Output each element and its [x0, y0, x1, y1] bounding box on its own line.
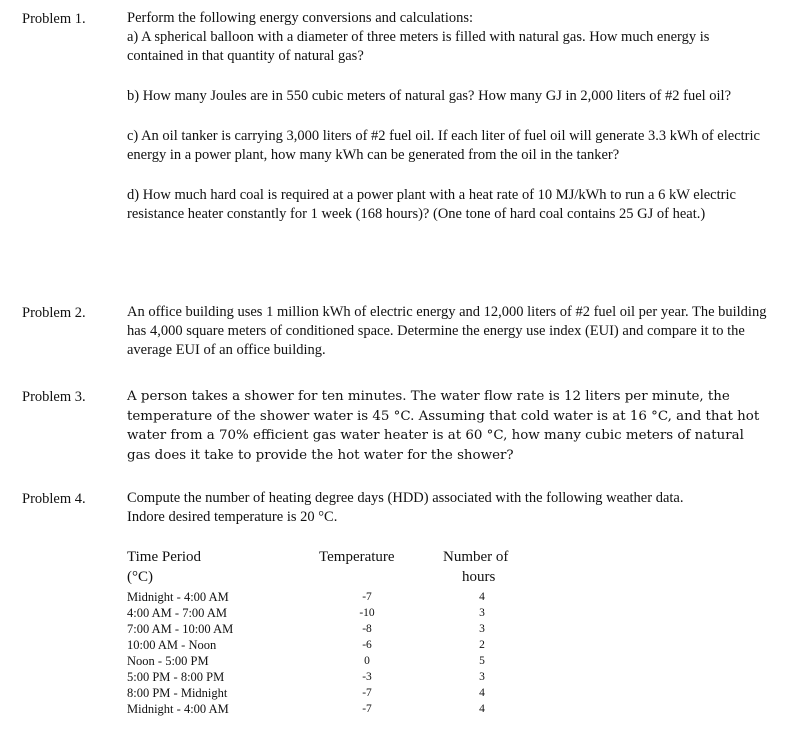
problem-1-part-c: c) An oil tanker is carrying 3,000 liters of #2 fuel oil. If each liter of fuel oil will generate 3.3 kWh of electric energy in a power plant, how many kWh can be generated from the oil in the tanker? [127, 128, 760, 163]
table-row-1-period: Midnight - 4:00 AM [127, 590, 229, 604]
table-row-2-period: 4:00 AM - 7:00 AM [127, 606, 228, 620]
problem-2-paragraph: An office building uses 1 million kWh of electric energy and 12,000 liters of #2 fuel oil per year. The building has 4,000 square meters of conditioned space. Determine the energy use index (EUI) and compare it to the average EUI of an office building. [127, 304, 767, 358]
table-row-1-temp: -7 [362, 591, 372, 603]
table-row-3-temp: -8 [362, 623, 372, 635]
problem-1-intro: Perform the following energy conversions and calculations: [127, 10, 474, 26]
table-row-5-hours: 5 [479, 655, 485, 667]
table-row-8-hours: 4 [479, 703, 485, 715]
table-row-4-hours: 2 [479, 639, 485, 651]
table-row-4-temp: -6 [362, 639, 372, 651]
problem-3-paragraph: A person takes a shower for ten minutes. The water flow rate is 12 liters per minute, the temperature of the shower water is 45 °C. Assuming that cold water is at 16 °C, and that hot water from a 70% efficient gas water heater is at 60 °C, how many cubic meters of natural gas does it take to provide the hot water for the shower? [127, 389, 760, 463]
table-row-2-hours: 3 [479, 607, 485, 619]
problem-1-part-b: b) How many Joules are in 550 cubic meters of natural gas? How many GJ in 2,000 liters of #2 fuel oil? [127, 88, 732, 104]
table-row-2-temp: -10 [359, 607, 375, 619]
table-header-hours-line2: hours [462, 569, 496, 585]
problem-1-text [127, 9, 767, 224]
table-row-8-temp: -7 [362, 703, 372, 715]
table-row-7-hours: 4 [479, 687, 485, 699]
problem-4-paragraph: Compute the number of heating degree days (HDD) associated with the following weather data. Indore desired temperature is 20 °C. [127, 490, 684, 525]
table-row-4-period: 10:00 AM - Noon [127, 638, 217, 652]
table-row-5-temp: 0 [364, 655, 370, 667]
table-row-7-period: 8:00 PM - Midnight [127, 686, 228, 700]
table-row-6-hours: 3 [479, 671, 485, 683]
table-row-8-period: Midnight - 4:00 AM [127, 702, 229, 716]
table-header-hours-line1: Number of [443, 549, 509, 565]
table-row-3-hours: 3 [479, 623, 485, 635]
table-row-7-temp: -7 [362, 687, 372, 699]
table-row-3-period: 7:00 AM - 10:00 AM [127, 622, 234, 636]
problem-3-text [127, 387, 767, 465]
problem-2-text [127, 303, 767, 360]
problem-3-label: Problem 3. [22, 389, 86, 405]
problem-2-label: Problem 2. [22, 305, 86, 321]
table-row-6-temp: -3 [362, 671, 372, 683]
table-header-unit: (°C) [127, 569, 153, 585]
problem-1-part-d: d) How much hard coal is required at a power plant with a heat rate of 10 MJ/kWh to run a 6 kW electric resistance heater constantly for 1 week (168 hours)? (One tone of hard coal contains 25 GJ of heat.) [127, 187, 736, 222]
problem-1-label: Problem 1. [22, 11, 86, 27]
problem-4-label: Problem 4. [22, 491, 86, 507]
table-header-temperature: Temperature [319, 549, 395, 565]
problem-1-part-a: a) A spherical balloon with a diameter of three meters is filled with natural gas. How much energy is contained in that quantity of natural gas? [127, 29, 710, 64]
table-row-1-hours: 4 [479, 591, 485, 603]
table-row-6-period: 5:00 PM - 8:00 PM [127, 670, 225, 684]
table-header-time-period: Time Period [127, 549, 202, 565]
problem-4-text [127, 489, 687, 527]
table-row-5-period: Noon - 5:00 PM [127, 654, 209, 668]
